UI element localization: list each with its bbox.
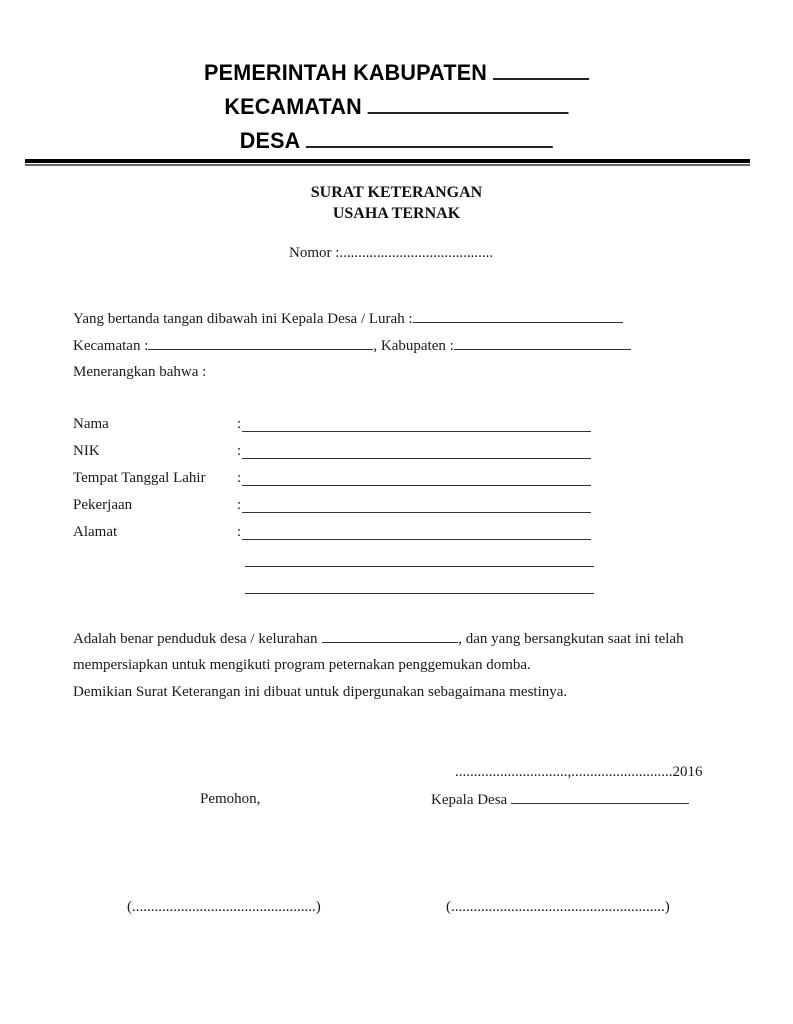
- kabupaten-label: , Kabupaten :: [373, 338, 454, 354]
- document-subtitle: USAHA TERNAK: [332, 205, 461, 222]
- field-alamat-blank-3[interactable]: [245, 592, 594, 594]
- header-line-desa: [8, 128, 785, 154]
- document-title: SURAT KETERANGAN: [310, 184, 483, 201]
- field-label-pekerjaan: Pekerjaan: [73, 497, 133, 513]
- kelurahan-blank[interactable]: [322, 630, 458, 643]
- kecamatan-label: Kecamatan :: [73, 338, 149, 354]
- date-line[interactable]: ..............................,...........................2016: [455, 764, 703, 780]
- body-paragraph-3: Demikian Surat Keterangan ini dibuat untuk dipergunakan sebagaimana mestinya.: [73, 684, 568, 700]
- header-divider-thin: [25, 164, 750, 166]
- field-colon: :: [237, 497, 242, 513]
- kecamatan-blank[interactable]: [368, 94, 569, 114]
- header-kabupaten-text: PEMERINTAH KABUPATEN: [204, 60, 488, 85]
- document-number[interactable]: Nomor :.........................................: [289, 245, 494, 261]
- field-label-nama: Nama: [73, 416, 109, 432]
- field-colon: :: [237, 470, 242, 486]
- signer-blank[interactable]: [413, 310, 623, 323]
- field-nama-blank[interactable]: [242, 430, 591, 432]
- kecamatan-kabupaten-line: [73, 337, 631, 355]
- field-pekerjaan-blank[interactable]: [242, 511, 591, 513]
- header-line-kabupaten: [8, 60, 785, 86]
- head-of-village-blank[interactable]: [511, 791, 689, 804]
- kabupaten-field-blank[interactable]: [454, 337, 631, 350]
- body-paragraph-1: [73, 630, 684, 648]
- field-label-nik: NIK: [73, 443, 100, 459]
- field-ttl-blank[interactable]: [242, 484, 591, 486]
- body-p1-end: , dan yang bersangkutan saat ini telah: [458, 631, 684, 647]
- menerangkan-text: Menerangkan bahwa :: [73, 364, 207, 380]
- head-name-line[interactable]: (.........................................................): [446, 899, 670, 915]
- field-nik-blank[interactable]: [242, 457, 591, 459]
- field-colon: :: [237, 443, 242, 459]
- kabupaten-blank[interactable]: [493, 60, 589, 80]
- header-desa-text: DESA: [239, 128, 301, 153]
- signer-line: [73, 310, 623, 328]
- header-divider-thick: [25, 159, 750, 163]
- field-colon: :: [237, 524, 242, 540]
- header-line-kecamatan: [8, 94, 785, 120]
- head-of-village-label: Kepala Desa: [431, 792, 508, 808]
- field-alamat-blank[interactable]: [242, 538, 591, 540]
- desa-blank[interactable]: [306, 128, 553, 148]
- applicant-label: Pemohon,: [200, 791, 261, 807]
- field-alamat-blank-2[interactable]: [245, 565, 594, 567]
- field-colon: :: [237, 416, 242, 432]
- header-kecamatan-text: KECAMATAN: [224, 94, 362, 119]
- body-p1-start: Adalah benar penduduk desa / kelurahan: [73, 631, 318, 647]
- signer-label: Yang bertanda tangan dibawah ini Kepala Desa / Lurah :: [73, 311, 413, 327]
- head-of-village-line: [431, 791, 689, 809]
- field-label-ttl: Tempat Tanggal Lahir: [73, 470, 206, 486]
- body-paragraph-2: mempersiapkan untuk mengikuti program peternakan penggemukan domba.: [73, 657, 531, 673]
- kecamatan-field-blank[interactable]: [148, 337, 373, 350]
- field-label-alamat: Alamat: [73, 524, 118, 540]
- applicant-name-line[interactable]: (.................................................): [127, 899, 321, 915]
